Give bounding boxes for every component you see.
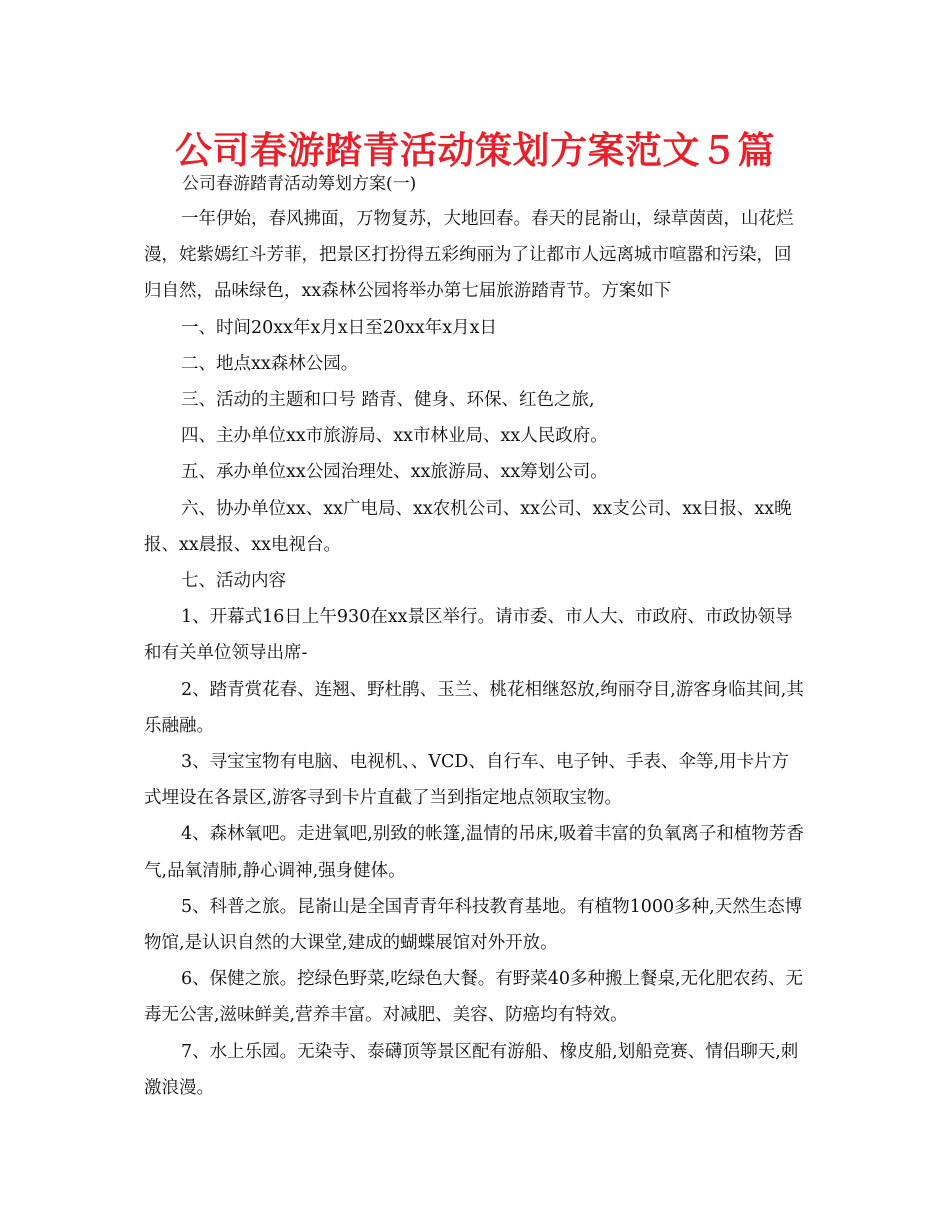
paragraph-undertaker: 五、承办单位xx公园治理处、xx旅游局、xx筹划公司。 bbox=[181, 462, 608, 483]
paragraph-intro: 一年伊始，春风拂面，万物复苏，大地回春。春天的昆嵛山，绿草茵茵，山花烂漫，姹紫嫣红斗芳菲，把景区打扮得五彩绚丽为了让都市人远离城市喧嚣和污染，回归自然，品味绿色，xx森林公园将举办第七届旅游踏青节。方案如下 bbox=[144, 209, 794, 302]
paragraph-activity-1: 1、开幕式16日上午930在xx景区举行。请市委、市人大、市政府、市政协领导和有关单位领导出席- bbox=[144, 607, 793, 664]
paragraph-theme: 三、活动的主题和口号 踏青、健身、环保、红色之旅, bbox=[181, 390, 595, 411]
paragraph-activity-3: 3、寻宝宝物有电脑、电视机、、VCD、自行车、电子钟、手表、伞等,用卡片方式埋设在各景区,游客寻到卡片直截了当到指定地点领取宝物。 bbox=[144, 752, 790, 809]
paragraph-co-organizer: 六、协办单位xx、xx广电局、xx农机公司、xx公司、xx支公司、xx日报、xx晚报、xx晨报、xx电视台。 bbox=[144, 498, 792, 555]
document-body bbox=[144, 201, 804, 1106]
paragraph-activity-7: 7、水上乐园。无染寺、泰礴顶等景区配有游船、橡皮船,划船竞赛、情侣聊天,刺激浪漫。 bbox=[144, 1041, 799, 1098]
document-subtitle: 公司春游踏青活动筹划方案(一) bbox=[182, 174, 417, 194]
paragraph-activity-4: 4、森林氧吧。走进氧吧,别致的帐篷,温情的吊床,吸着丰富的负氧离子和植物芳香气,品氧清肺,静心调神,强身健体。 bbox=[144, 824, 804, 881]
document-title: 公司春游踏青活动策划方案范文５篇 bbox=[175, 129, 775, 172]
paragraph-organizer: 四、主办单位xx市旅游局、xx市林业局、xx人民政府。 bbox=[181, 426, 608, 447]
paragraph-location: 二、地点xx森林公园。 bbox=[181, 353, 359, 374]
paragraph-activities-heading: 七、活动内容 bbox=[181, 571, 286, 592]
paragraph-activity-5: 5、科普之旅。昆嵛山是全国青青年科技教育基地。有植物1000多种,天然生态博物馆,是认识自然的大课堂,建成的蝴蝶展馆对外开放。 bbox=[144, 896, 803, 954]
paragraph-activity-2: 2、踏青赏花春、连翘、野杜鹃、玉兰、桃花相继怒放,绚丽夺目,游客身临其间,其乐融融。 bbox=[144, 679, 804, 736]
paragraph-activity-6: 6、保健之旅。挖绿色野菜,吃绿色大餐。有野菜40多种搬上餐桌,无化肥农药、无毒无公害,滋味鲜美,营养丰富。对减肥、美容、防癌均有特效。 bbox=[144, 969, 804, 1026]
paragraph-time: 一、时间20xx年x月x日至20xx年x月x日 bbox=[181, 317, 497, 338]
